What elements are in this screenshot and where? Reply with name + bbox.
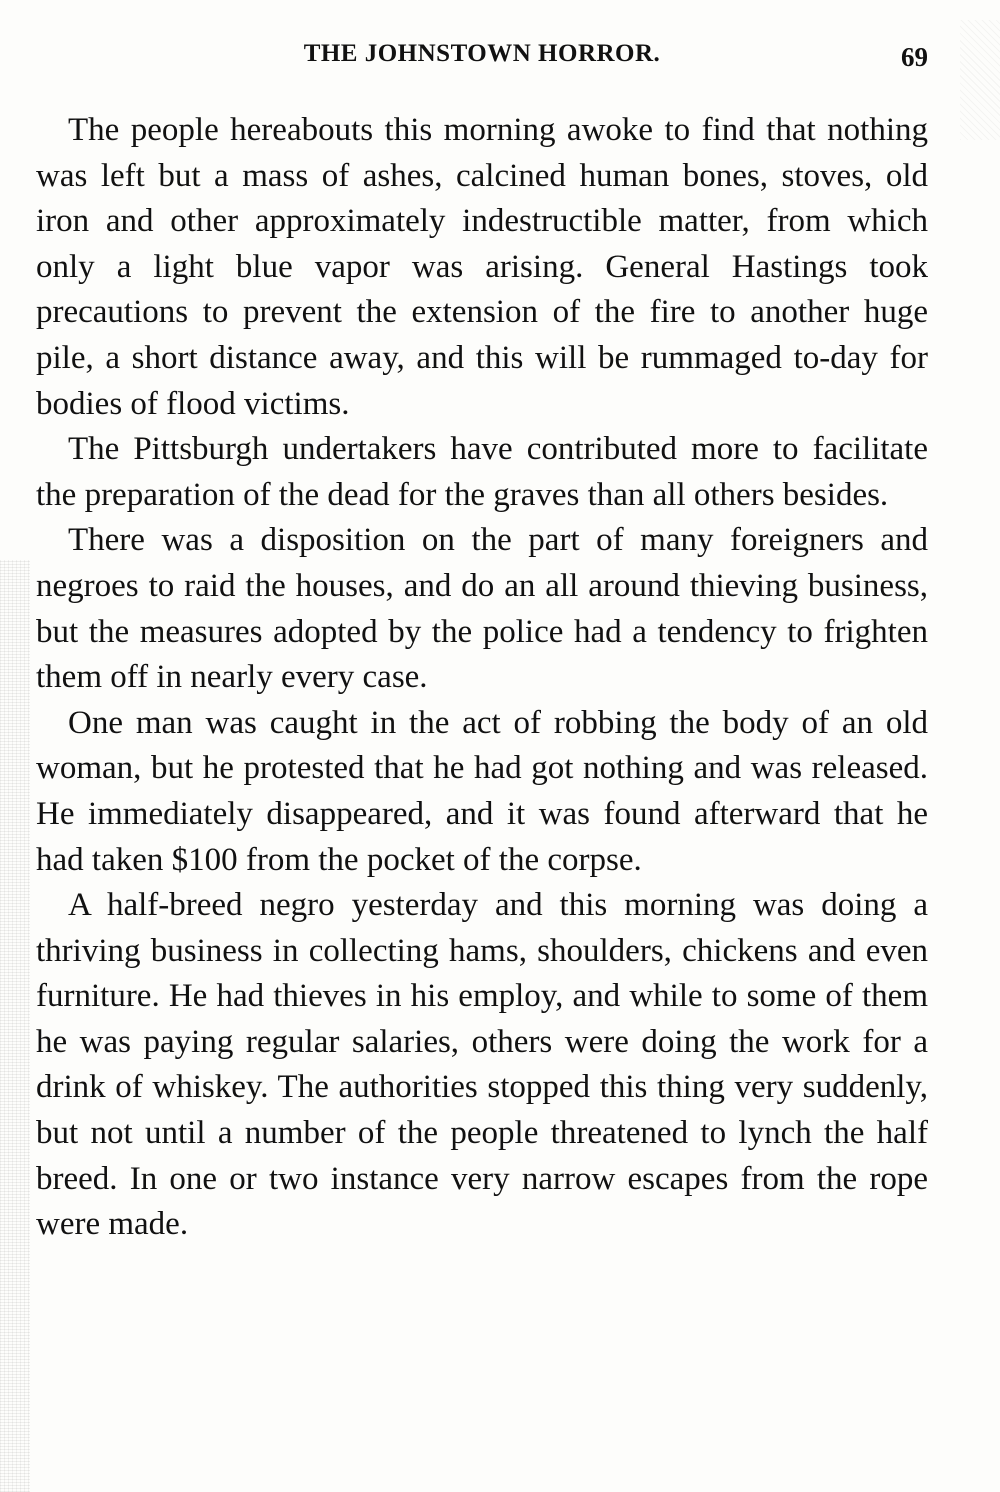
paragraph-undertakers: The Pittsburgh undertakers have contributed more to facilitate the preparation of the dead for the graves than all others besides. xyxy=(36,431,928,513)
scan-edge-speckle xyxy=(960,20,1000,140)
paragraph-half-breed: A half-breed negro yesterday and this morning was doing a thriving business in collecting hams, shoulders, chickens and even furniture. He had thieves in his employ, and while to some of them he was paying regular salaries, others were doing the work for a drink of whiskey. The authorities stopped this thing very suddenly, but not until a number of the people threatened to lynch the half breed. In one or two instance very narrow escapes from the rope were made. xyxy=(36,887,928,1243)
page-body xyxy=(36,108,928,1248)
scan-edge-shadow xyxy=(0,560,30,1492)
running-head: THE JOHNSTOWN HORROR. xyxy=(303,40,661,67)
paragraph-thieving: There was a disposition on the part of many foreigners and negroes to raid the houses, and do an all around thieving business, but the measures adopted by the police had a tendency to frighten them off in nearly every case. xyxy=(36,522,928,696)
paragraph-ashes: The people hereabouts this morning awoke to find that nothing was left but a mass of ashes, calcined human bones, stoves, old iron and other approximately indestructible matter, from which only a light blue vapor was arising. General Hastings took precautions to prevent the extension of the fire to another huge pile, a short distance away, and this will be rummaged to-day for bodies of flood victims. xyxy=(36,112,928,422)
page-header xyxy=(36,40,928,80)
page-number: 69 xyxy=(901,42,928,72)
paragraph-robbery: One man was caught in the act of robbing the body of an old woman, but he protested that he had got nothing and was released. He immediately disappeared, and it was found afterward that he had taken $100 from the pocket of the corpse. xyxy=(36,704,928,878)
